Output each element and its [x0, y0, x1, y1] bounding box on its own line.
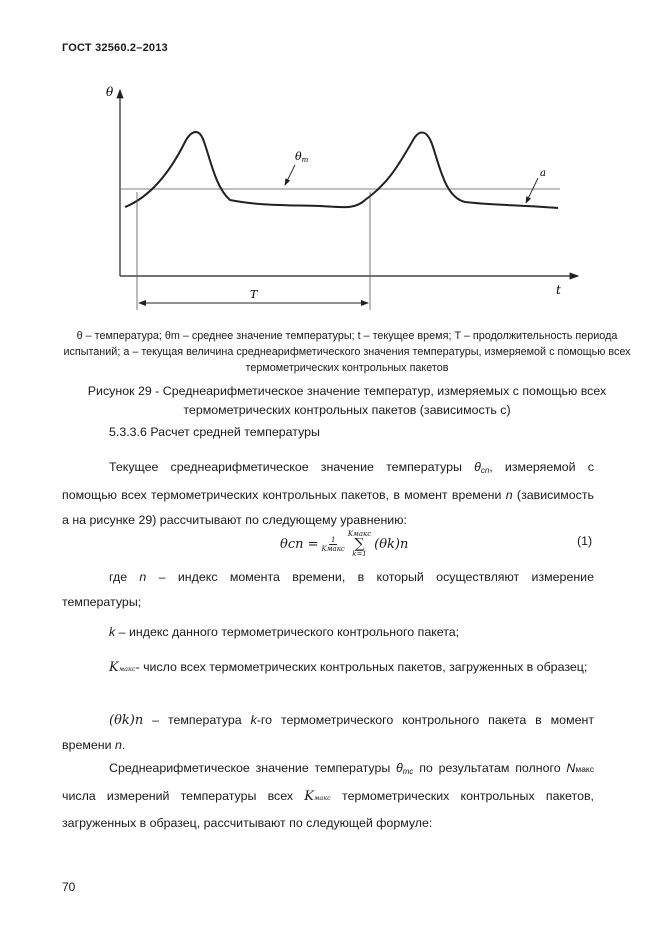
period-label: T	[250, 288, 258, 301]
curve-a-leader	[526, 178, 538, 203]
document-header: ГОСТ 32560.2–2013	[62, 42, 168, 54]
equation-1: θcn = $\frac{1}{\text{Kмакс}}$ Kмакс ∑ k=1 (θk)n	[280, 530, 409, 558]
mean-label-leader	[285, 165, 295, 185]
paragraph-current-mean: Текущее среднеарифметическое значение температуры $\theta_{cn}$, измеряемой с помощью всех термометрических контрольных пакетов, в момент времени n (зависимость а на рисунке 29) рассчитывают по следующему уравнению:	[62, 460, 594, 527]
definition-n: где n – индекс момента времени, в который осуществляют измерение температуры;	[62, 570, 594, 609]
page-number: 70	[62, 880, 76, 894]
curve-a-label: a	[540, 168, 546, 179]
definition-kmax: Kмакс- число всех термометрических контрольных пакетов, загруженных в образец;	[109, 660, 588, 675]
temperature-figure	[90, 72, 590, 322]
paragraph-final-mean: Среднеарифметическое значение температуры $\theta_{mc}$ по результатам полного Nмакс числа измерений температуры всех Kмакс термометрических контрольных пакетов, загруженных в образец, рассчитывают по следующей формуле:	[62, 761, 594, 830]
y-axis-label: θ	[106, 85, 114, 99]
mean-label: θm	[295, 150, 309, 164]
figure-caption: Рисунок 29 - Среднеарифметическое значение температур, измеряемых с помощью всех термометрических контрольных пакетов (зависимость с)	[87, 384, 607, 417]
equation-number: (1)	[577, 534, 593, 548]
temperature-curve	[125, 132, 558, 208]
section-heading: 5.3.3.6 Расчет средней температуры	[109, 425, 320, 439]
figure-legend: θ – температура; θm – среднее значение температуры; t – текущее время; T – продолжительность периода испытаний; a – текущая величина среднеарифметического значения температуры, измеряемой с помощью всех термометрических контрольных пакетов	[63, 330, 631, 374]
x-axis-label: t	[556, 283, 561, 297]
definition-theta-k: (θk)n – температура k-го термометрического контрольного пакета в момент времени n.	[62, 713, 595, 752]
definition-k: k – индекс данного термометрического контрольного пакета;	[109, 625, 460, 639]
